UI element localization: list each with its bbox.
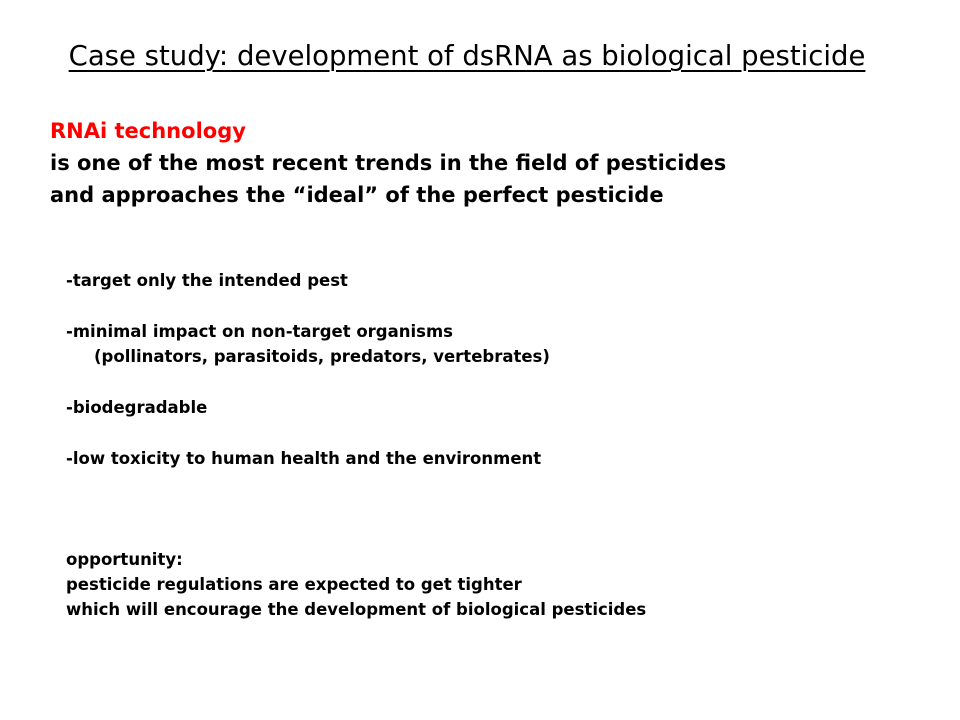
opportunity-line-2: which will encourage the development of biological pesticides [66, 600, 647, 619]
intro-line-1: is one of the most recent trends in the field of pesticides [50, 151, 727, 175]
feature-item [66, 268, 550, 293]
feature-list [66, 268, 550, 497]
intro-headline: RNAi technology [50, 119, 246, 143]
feature-item [66, 319, 550, 369]
feature-item-text: -low toxicity to human health and the environment [66, 449, 542, 468]
feature-item [66, 446, 550, 471]
intro-line-2: and approaches the “ideal” of the perfect pesticide [50, 183, 664, 207]
feature-item-text: -target only the intended pest [66, 271, 348, 290]
opportunity-line-1: pesticide regulations are expected to get tighter [66, 575, 522, 594]
feature-item-subtext: (pollinators, parasitoids, predators, vertebrates) [94, 347, 550, 366]
feature-item-text: -biodegradable [66, 398, 208, 417]
intro-block [50, 115, 726, 211]
feature-item [66, 395, 550, 420]
opportunity-label: opportunity: [66, 550, 183, 569]
opportunity-block [66, 547, 646, 622]
feature-item-text: -minimal impact on non-target organisms [66, 322, 453, 341]
slide-title: Case study: development of dsRNA as biological pesticide [68, 40, 866, 72]
